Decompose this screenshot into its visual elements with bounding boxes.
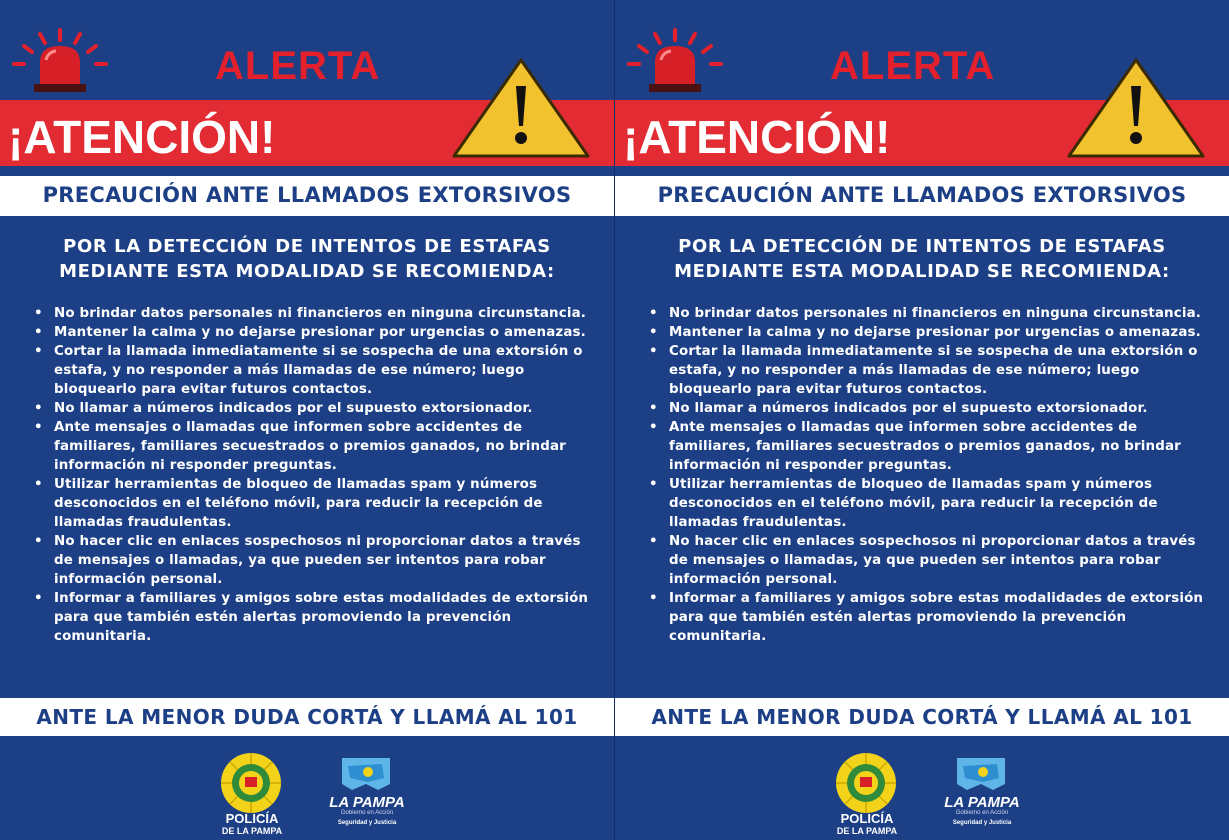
- police-logo-sub: DE LA PAMPA: [221, 826, 283, 836]
- la-pampa-map-icon: [953, 754, 1009, 794]
- list-item: • Ante mensajes o llamadas que informen sobre accidentes de familiares, familiares secuestrados o premios ganados, no brindar información ni responder preguntas.: [34, 418, 594, 475]
- precaution-title: PRECAUCIÓN ANTE LLAMADOS EXTORSIVOS: [657, 183, 1187, 207]
- police-logo-name: POLICÍA: [840, 811, 894, 826]
- gov-logo-sub2: Seguridad y Justicia: [337, 820, 397, 826]
- siren-icon: [10, 26, 110, 96]
- gov-logo-name: LA PAMPA: [329, 794, 405, 811]
- alert-label: ALERTA: [830, 44, 996, 88]
- list-item: • Utilizar herramientas de bloqueo de llamadas spam y números desconocidos en el teléfono móvil, para reducir la recepción de llamadas fraudulentas.: [34, 475, 594, 532]
- precaution-title: PRECAUCIÓN ANTE LLAMADOS EXTORSIVOS: [42, 183, 572, 207]
- police-logo-name: POLICÍA: [225, 811, 279, 826]
- police-logo-sub: DE LA PAMPA: [836, 826, 898, 836]
- la-pampa-map-icon: [338, 754, 394, 794]
- call-to-action: ANTE LA MENOR DUDA CORTÁ Y LLAMÁ AL 101: [36, 705, 578, 729]
- heading-line-1: POR LA DETECCIÓN DE INTENTOS DE ESTAFAS: [63, 236, 551, 257]
- police-badge-icon: [827, 752, 905, 814]
- gov-logo-sub: Gobierno en Acción: [340, 810, 394, 816]
- list-item: • Utilizar herramientas de bloqueo de llamadas spam y números desconocidos en el teléfono móvil, para reducir la recepción de llamadas fraudulentas.: [649, 475, 1209, 532]
- heading-line-2: MEDIANTE ESTA MODALIDAD SE RECOMIENDA:: [59, 261, 555, 282]
- attention-title: ¡ATENCIÓN!: [623, 111, 891, 163]
- alert-poster-right: [614, 0, 1229, 840]
- list-item: • Mantener la calma y no dejarse presionar por urgencias o amenazas.: [34, 323, 594, 342]
- list-item: • No brindar datos personales ni financieros en ninguna circunstancia.: [649, 304, 1209, 323]
- footer-band: [0, 736, 614, 840]
- gov-logo-sub: Gobierno en Acción: [955, 810, 1009, 816]
- recommendation-heading: [0, 234, 614, 284]
- list-item: • No brindar datos personales ni financieros en ninguna circunstancia.: [34, 304, 594, 323]
- list-item: • No hacer clic en enlaces sospechosos ni proporcionar datos a través de mensajes o llamadas, ya que pueden ser intentos para robar información personal.: [34, 532, 594, 589]
- list-item: • No llamar a números indicados por el supuesto extorsionador.: [34, 399, 594, 418]
- recommendation-list: [34, 304, 594, 646]
- alert-label: ALERTA: [215, 44, 381, 88]
- list-item: • Cortar la llamada inmediatamente si se sospecha de una extorsión o estafa, y no responder a más llamadas de ese número; luego bloquearlo para evitar futuros contactos.: [34, 342, 594, 399]
- attention-title: ¡ATENCIÓN!: [8, 111, 276, 163]
- heading-line-1: POR LA DETECCIÓN DE INTENTOS DE ESTAFAS: [678, 236, 1166, 257]
- recommendation-list: [649, 304, 1209, 646]
- gov-logo-name: LA PAMPA: [944, 794, 1020, 811]
- alert-poster-left: [0, 0, 614, 840]
- gov-logo-sub2: Seguridad y Justicia: [952, 820, 1012, 826]
- list-item: • Cortar la llamada inmediatamente si se sospecha de una extorsión o estafa, y no responder a más llamadas de ese número; luego bloquearlo para evitar futuros contactos.: [649, 342, 1209, 399]
- list-item: • No llamar a números indicados por el supuesto extorsionador.: [649, 399, 1209, 418]
- police-badge-icon: [212, 752, 290, 814]
- list-item: • No hacer clic en enlaces sospechosos ni proporcionar datos a través de mensajes o llamadas, ya que pueden ser intentos para robar información personal.: [649, 532, 1209, 589]
- warning-icon: [1065, 56, 1207, 160]
- list-item: • Informar a familiares y amigos sobre estas modalidades de extorsión para que también estén alertas promoviendo la prevención comunitaria.: [649, 589, 1209, 646]
- recommendation-heading: [615, 234, 1229, 284]
- siren-icon: [625, 26, 725, 96]
- footer-band: [615, 736, 1229, 840]
- list-item: • Informar a familiares y amigos sobre estas modalidades de extorsión para que también estén alertas promoviendo la prevención comunitaria.: [34, 589, 594, 646]
- warning-icon: [450, 56, 592, 160]
- call-to-action: ANTE LA MENOR DUDA CORTÁ Y LLAMÁ AL 101: [651, 705, 1193, 729]
- heading-line-2: MEDIANTE ESTA MODALIDAD SE RECOMIENDA:: [674, 261, 1170, 282]
- list-item: • Mantener la calma y no dejarse presionar por urgencias o amenazas.: [649, 323, 1209, 342]
- list-item: • Ante mensajes o llamadas que informen sobre accidentes de familiares, familiares secuestrados o premios ganados, no brindar información ni responder preguntas.: [649, 418, 1209, 475]
